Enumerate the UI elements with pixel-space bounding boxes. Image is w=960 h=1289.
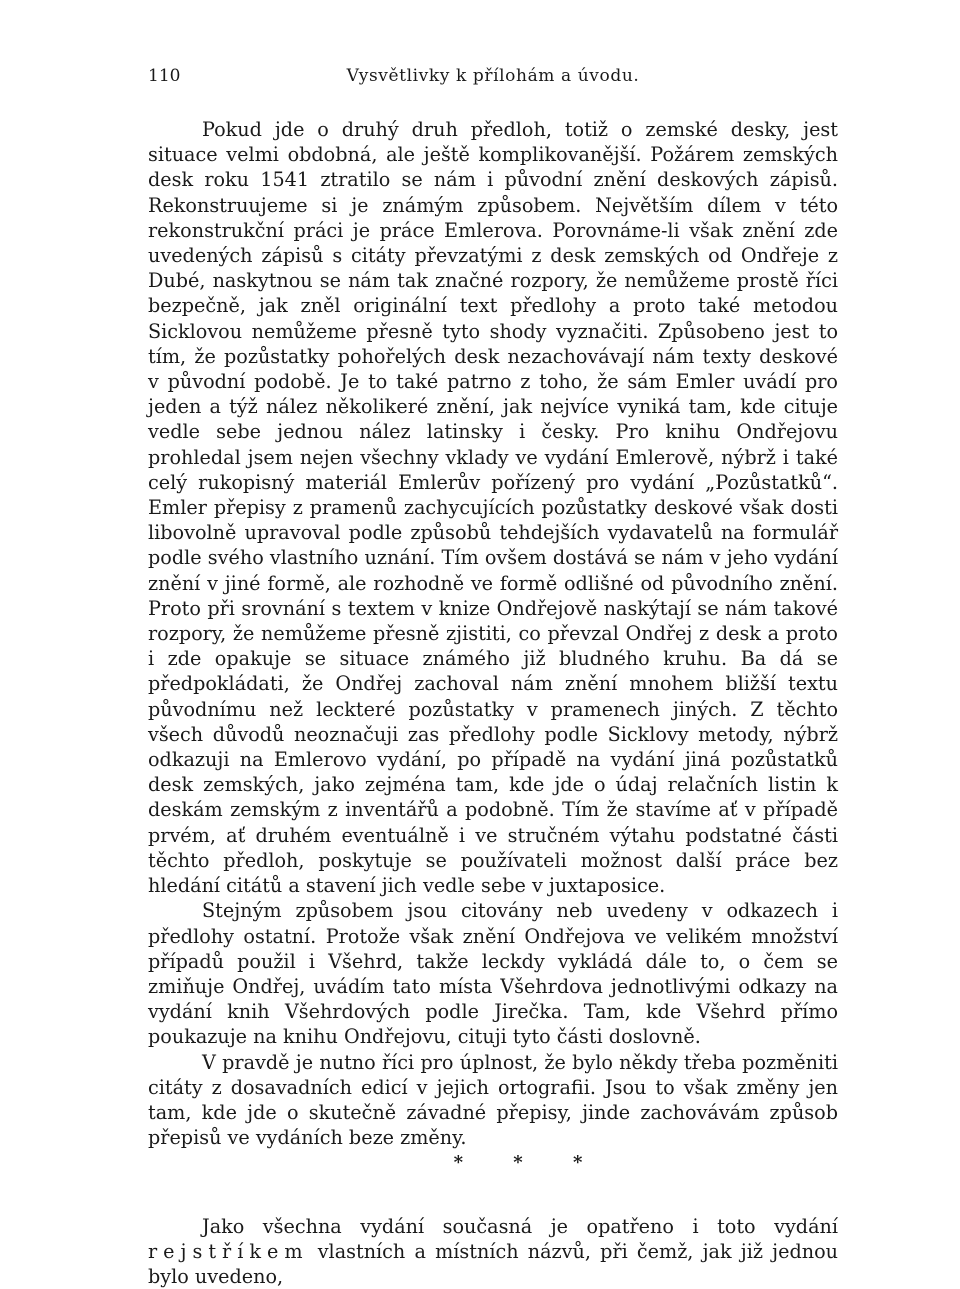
paragraph-4: [148, 1214, 838, 1289]
section-separator: * * *: [453, 1152, 605, 1174]
section-gap: [148, 1176, 838, 1214]
page-number: 110: [148, 66, 181, 86]
running-header: [148, 66, 838, 90]
body-text: [148, 117, 838, 1289]
paragraph-4-start: Jako všechna vydání současná je opatřeno i toto vydání: [202, 1214, 838, 1238]
paragraph-3: V pravdě je nutno říci pro úplnost, že bylo někdy třeba pozměniti citáty z dosavadních edicí v jejich ortografii. Jsou to však změny jen tam, kde jde o skutečně závadné přepisy, jinde zachovávám způsob přepisů ve vydáních beze změny.: [148, 1050, 838, 1150]
paragraph-1: Pokud jde o druhý druh předloh, totiž o zemské desky, jest situace velmi obdobná, ale ještě komplikovanější. Požárem zemských desk roku 1541 ztratilo se nám i původní znění deskových zápisů. Rekonstruujeme si je známým způsobem. Největším dílem v této rekonstrukční práci je práce Emlerova. Porovnáme-li však znění zde uvedených zápisů s citáty převzatými z desk zemských od Ondřeje z Dubé, naskytnou se nám tak značné rozpory, že nemůžeme prostě říci bezpečně, jak zněl originální text předlohy a proto také metodou Sicklovou nemůžeme přesně tyto shody vyznačiti. Způsobeno jest to tím, že pozůstatky pohořelých desk nezachovávají nám texty deskové v původní podobě. Je to také patrno z toho, že sám Emler uvádí pro jeden a týž nález několikeré znění, jak nejvíce vyniká tam, kde cituje vedle sebe jednou nález latinsky i česky. Pro knihu Ondřejovu prohledal jsem nejen všechny vklady ve vydání Emlerově, nýbrž i také celý rukopisný materiál Emlerův pořízený pro vydání „Pozůstatků“. Emler přepisy z pramenů zachycujících pozůstatky deskové však dosti libovolně upravoval podle způsobů tehdejších vydavatelů na formulář podle svého vlastního uznání. Tím ovšem dostává se nám v jeho vydání znění v jiné formě, ale rozhodně ve formě odlišné od původního znění. Proto při srovnání s textem v knize Ondřejově naskýtají se nám takové rozpory, že nemůžeme přesně zjistiti, co převzal Ondřej z desk a proto i zde opakuje se situace známého již bludného kruhu. Ba dá se předpokládati, že Ondřej zachoval nám znění mnohem bližší textu původnímu než leckteré pozůstatky v pramenech jiných. Z těchto všech důvodů neoznačuji zas předlohy podle Sicklovy metody, nýbrž odkazuji na Emlerovo vydání, po případě na vydání jiná pozůstatků desk zemských, jako zejména tam, kde jde o údaj relačních listin k deskám zemským z inventářů a podobně. Tím že stavíme ať v případě prvém, ať druhém eventuálně i ve stručném výtahu podstatné části těchto předloh, poskytuje se používateli možnost další práce bez hledání citátů a stavení jich vedle sebe v juxtaposice.: [148, 118, 838, 898]
paragraph-4-end: vlastních a místních názvů, při čemž, jak již jednou bylo uvedeno,: [148, 1239, 838, 1288]
paragraph-2: Stejným způsobem jsou citovány neb uvedeny v odkazech i předlohy ostatní. Protože však znění Ondřejova ve velikém množství případů použil i Všehrd, takže leckdy vykládá dále to, o čem se zmiňuje Ondřej, uvádím tato místa Všehrdova jednotlivými odkazy na vydání knih Všehrdových podle Jirečka. Tam, kde Všehrd přímo poukazuje na knihu Ondřejovu, cituji tyto části doslovně.: [148, 899, 838, 1049]
emphasized-term: rejstříkem: [148, 1239, 309, 1263]
running-title: Vysvětlivky k přílohám a úvodu.: [346, 66, 640, 86]
